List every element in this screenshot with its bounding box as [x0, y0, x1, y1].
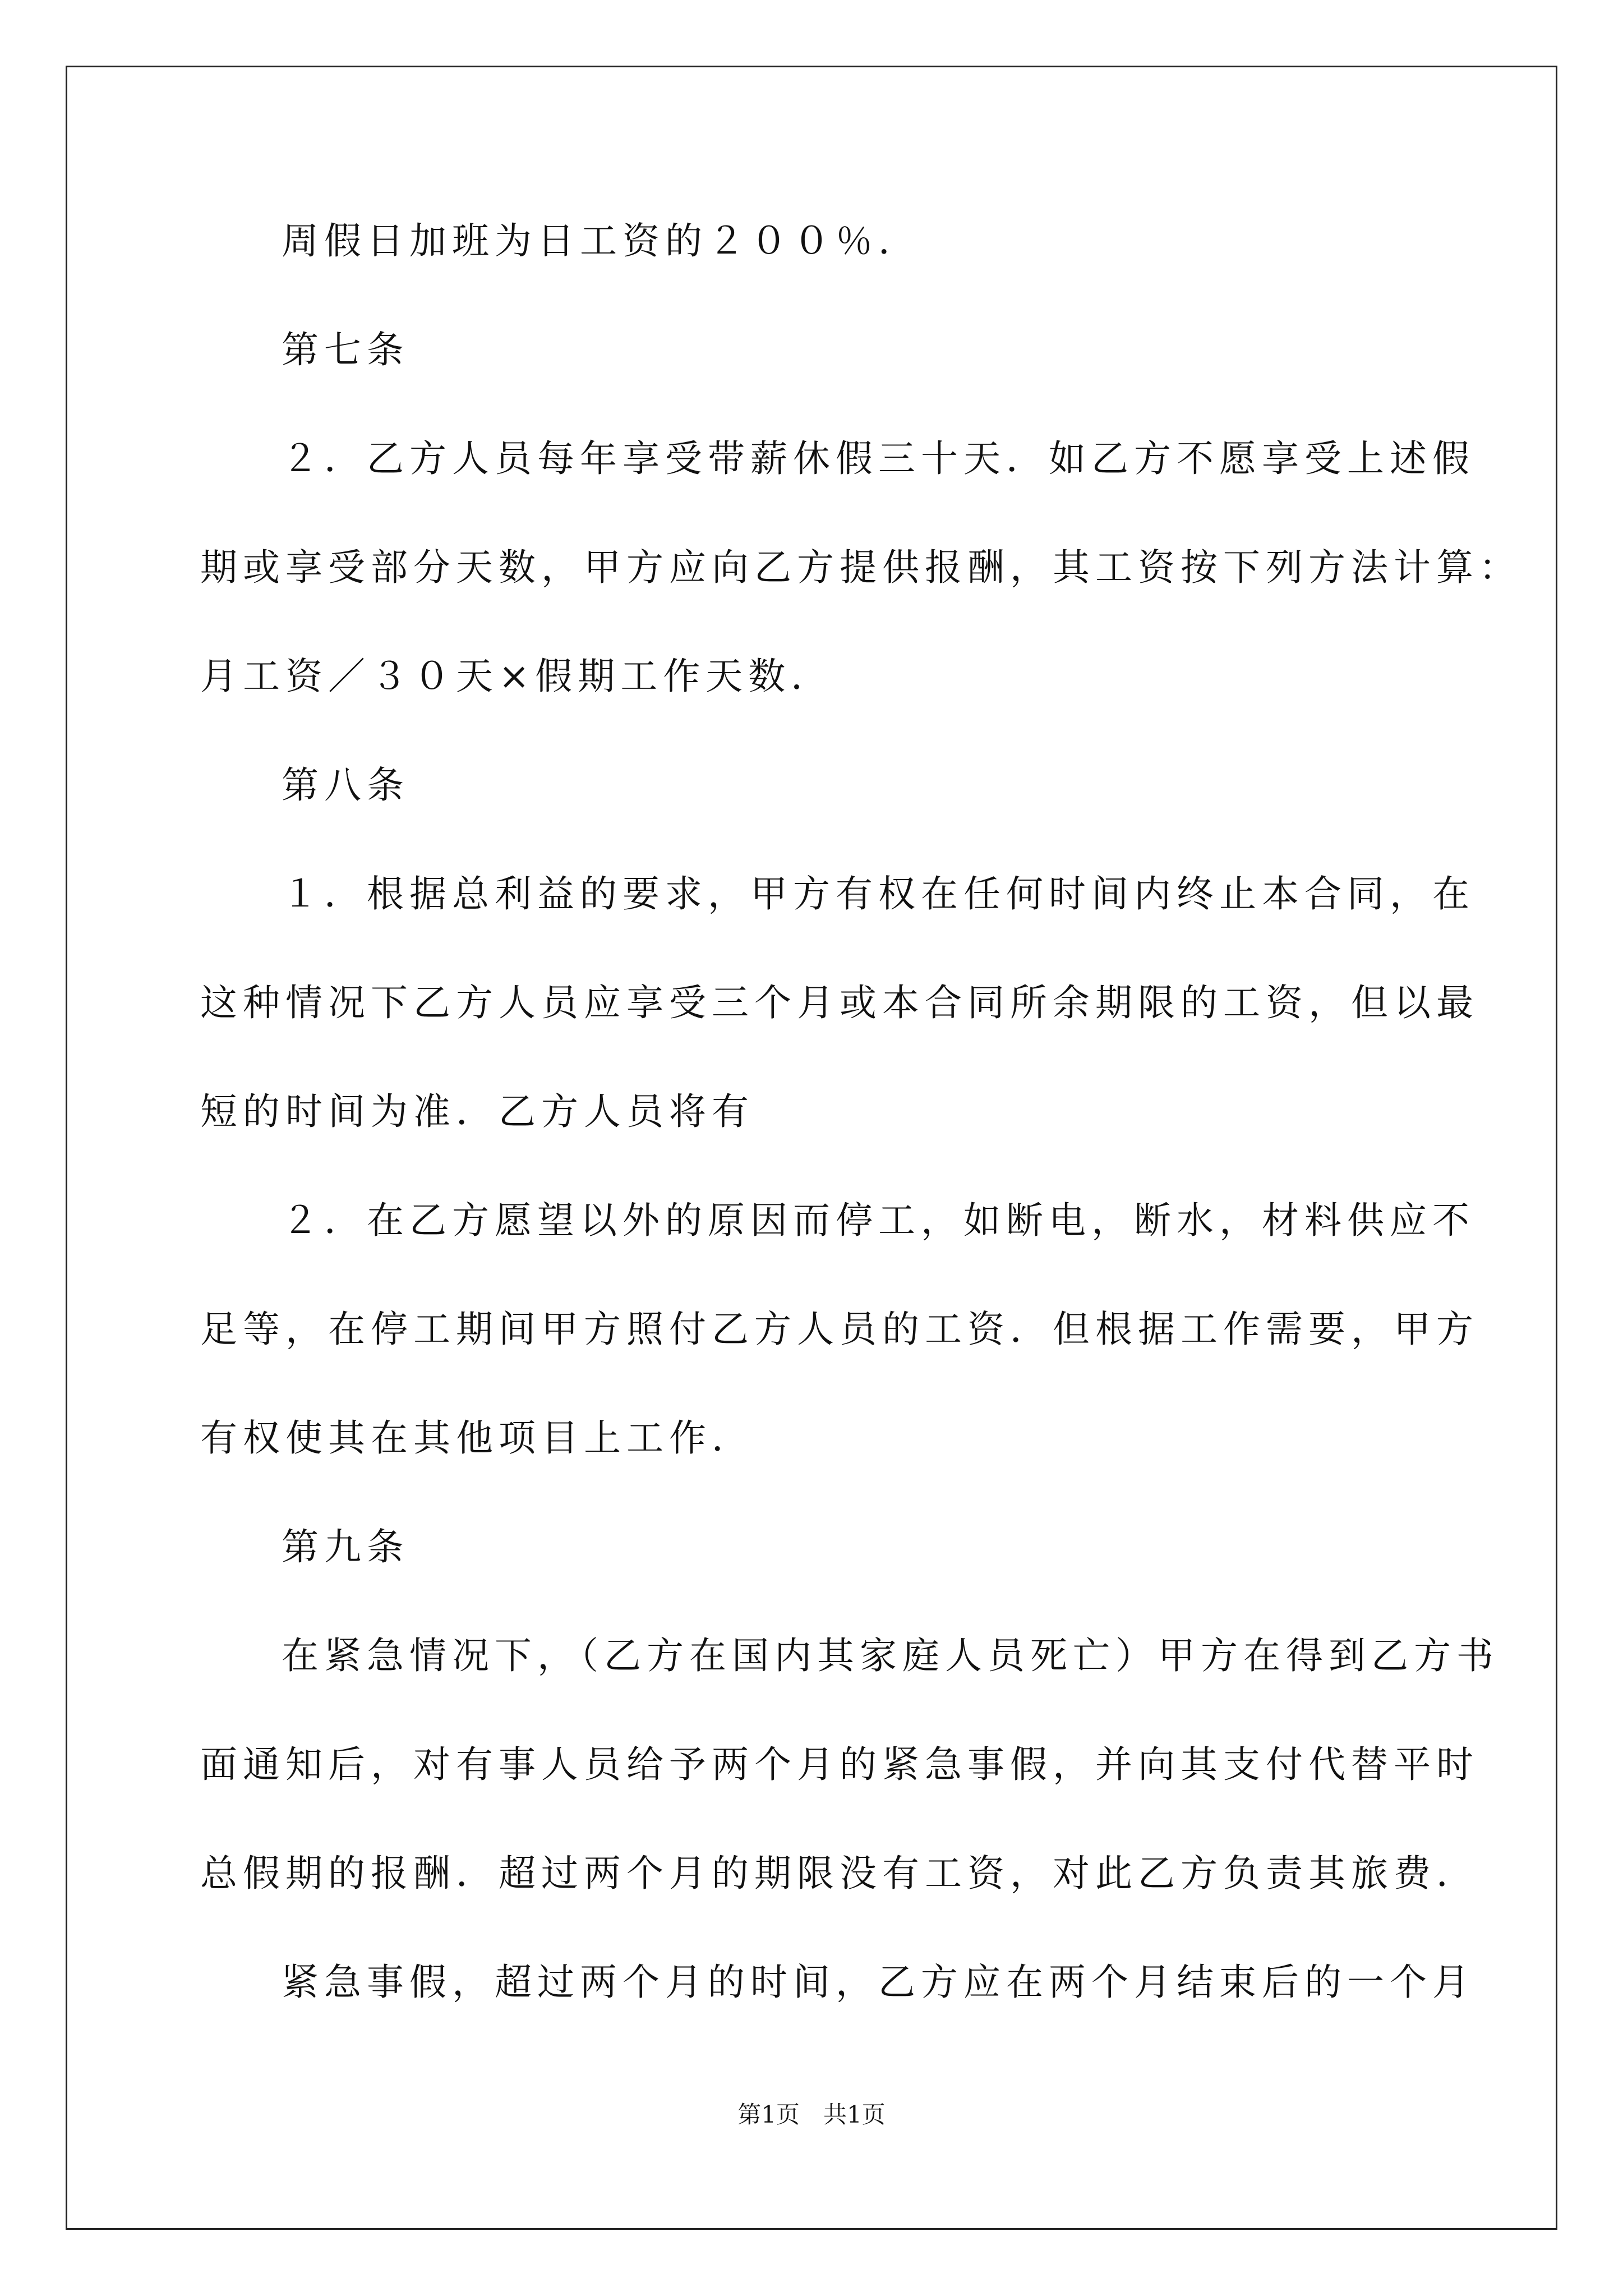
text-line: 月工资／３０天×假期工作天数． [200, 655, 834, 698]
page-number-footer: 第1页 共1页 [737, 2101, 886, 2128]
text-line: 短的时间为准．乙方人员将有 [200, 1090, 754, 1133]
text-line: 面通知后，对有事人员给予两个月的紧急事假，并向其支付代替平时 [200, 1743, 1479, 1786]
text-line: １．根据总利益的要求，甲方有权在任何时间内终止本合同，在 [282, 872, 1475, 915]
text-line: 周假日加班为日工资的２００％． [282, 219, 921, 263]
text-line: 有权使其在其他项目上工作． [200, 1416, 754, 1460]
article-heading: 第七条 [282, 328, 409, 371]
text-line: ２．在乙方愿望以外的原因而停工，如断电，断水，材料供应不 [282, 1199, 1475, 1242]
text-line: 足等，在停工期间甲方照付乙方人员的工资．但根据工作需要，甲方 [200, 1308, 1479, 1351]
text-line: 总假期的报酬．超过两个月的期限没有工资，对此乙方负责其旅费． [200, 1852, 1479, 1895]
text-line: 紧急事假，超过两个月的时间，乙方应在两个月结束后的一个月 [282, 1961, 1475, 2004]
article-heading: 第九条 [282, 1525, 409, 1568]
page-border [66, 66, 1557, 2230]
text-line: 期或享受部分天数，甲方应向乙方提供报酬，其工资按下列方法计算： [200, 546, 1521, 589]
article-heading: 第八条 [282, 763, 409, 807]
text-line: 在紧急情况下，（乙方在国内其家庭人员死亡）甲方在得到乙方书 [282, 1634, 1499, 1677]
text-line: ２．乙方人员每年享受带薪休假三十天．如乙方不愿享受上述假 [282, 437, 1475, 480]
text-line: 这种情况下乙方人员应享受三个月或本合同所余期限的工资，但以最 [200, 981, 1479, 1024]
